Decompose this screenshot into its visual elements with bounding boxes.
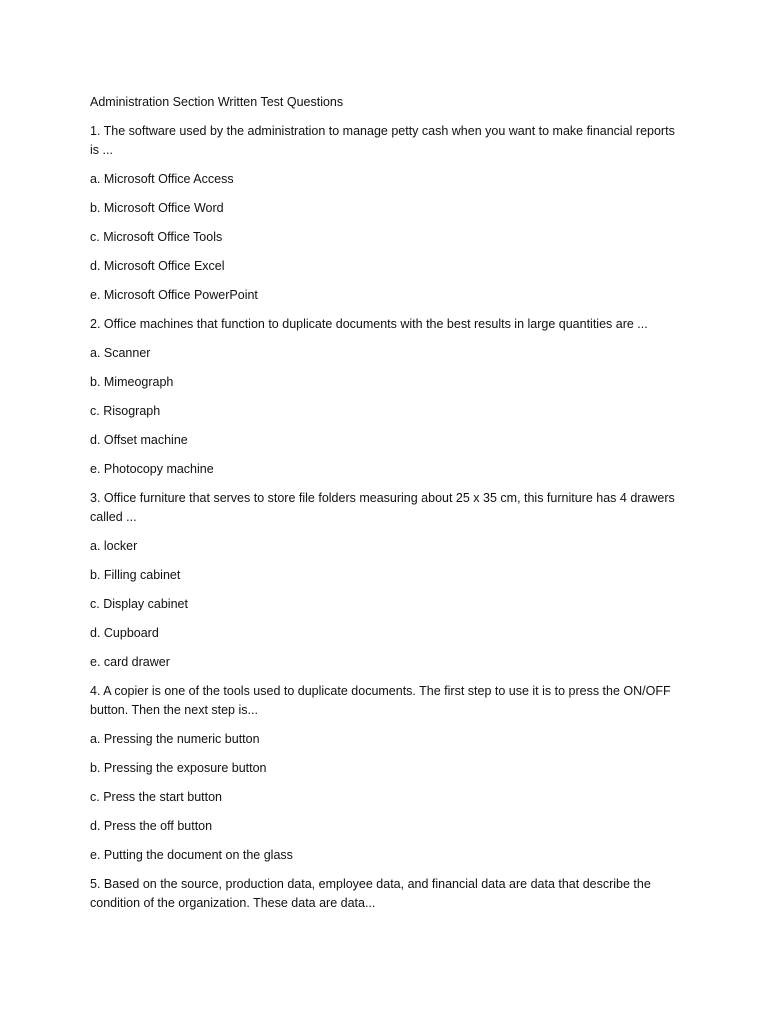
option-d: d. Offset machine bbox=[90, 433, 188, 447]
option-a: a. locker bbox=[90, 539, 138, 553]
question-3 bbox=[90, 489, 680, 672]
option-a: a. Scanner bbox=[90, 346, 151, 360]
document-title: Administration Section Written Test Questions bbox=[90, 95, 344, 109]
option-e: e. card drawer bbox=[90, 655, 170, 669]
question-5 bbox=[90, 875, 680, 913]
question-text: 4. A copier is one of the tools used to duplicate documents. The first step to use it is to press the ON/OFF button. Then the next step is... bbox=[90, 684, 671, 717]
question-text: 2. Office machines that function to duplicate documents with the best results in large quantities are ... bbox=[90, 317, 648, 331]
question-text: 3. Office furniture that serves to store file folders measuring about 25 x 35 cm, this furniture has 4 drawers called ... bbox=[90, 491, 675, 524]
option-a: a. Microsoft Office Access bbox=[90, 172, 234, 186]
option-e: e. Photocopy machine bbox=[90, 462, 214, 476]
option-b: b. Mimeograph bbox=[90, 375, 174, 389]
option-e: e. Putting the document on the glass bbox=[90, 848, 293, 862]
question-4 bbox=[90, 682, 680, 865]
option-b: b. Filling cabinet bbox=[90, 568, 181, 582]
option-b: b. Pressing the exposure button bbox=[90, 761, 267, 775]
question-1 bbox=[90, 122, 680, 305]
option-e: e. Microsoft Office PowerPoint bbox=[90, 288, 258, 302]
option-b: b. Microsoft Office Word bbox=[90, 201, 224, 215]
option-a: a. Pressing the numeric button bbox=[90, 732, 260, 746]
option-c: c. Risograph bbox=[90, 404, 161, 418]
question-2 bbox=[90, 315, 680, 479]
option-c: c. Microsoft Office Tools bbox=[90, 230, 223, 244]
document-page bbox=[90, 93, 680, 923]
option-d: d. Cupboard bbox=[90, 626, 159, 640]
option-d: d. Press the off button bbox=[90, 819, 213, 833]
question-text: 5. Based on the source, production data, employee data, and financial data are data that describe the condition of the organization. These data are data... bbox=[90, 877, 651, 910]
option-c: c. Display cabinet bbox=[90, 597, 188, 611]
option-d: d. Microsoft Office Excel bbox=[90, 259, 225, 273]
question-text: 1. The software used by the administration to manage petty cash when you want to make financial reports is ... bbox=[90, 124, 675, 157]
option-c: c. Press the start button bbox=[90, 790, 223, 804]
